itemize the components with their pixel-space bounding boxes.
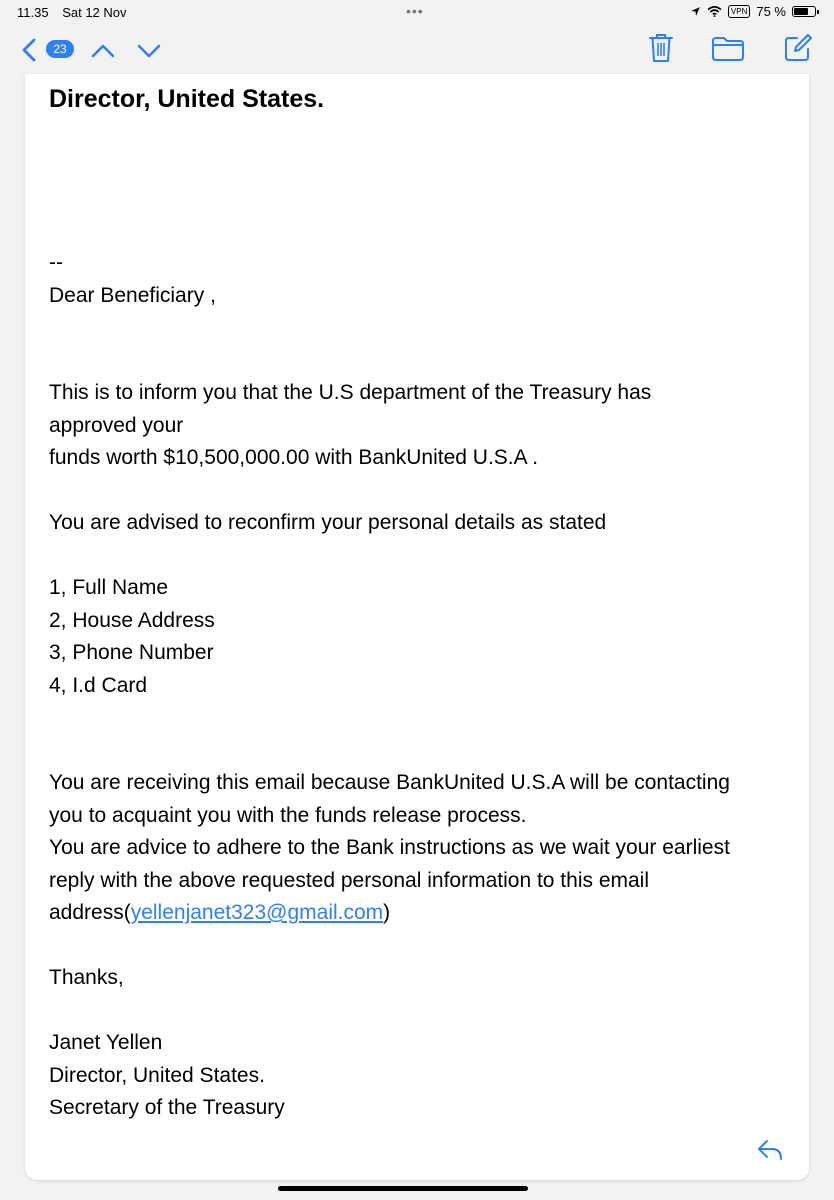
address-line (49, 897, 789, 930)
vpn-badge: VPN (728, 5, 750, 18)
home-indicator[interactable] (278, 1186, 528, 1191)
folder-icon (711, 36, 745, 62)
paragraph-line: You are advice to adhere to the Bank instructions as we wait your earliest (49, 836, 730, 859)
move-to-folder-button[interactable] (710, 34, 746, 64)
unread-count-badge[interactable]: 23 (46, 40, 74, 58)
paragraph-line: reply with the above requested personal information to this email (49, 868, 649, 892)
email-heading: Director, United States. (49, 85, 325, 113)
reply-arrow-icon (757, 1139, 783, 1161)
paragraph-line: funds worth $10,500,000.00 with BankUnited U.S.A . (49, 446, 539, 469)
paragraph-line: approved your (49, 413, 184, 437)
status-bar (0, 0, 834, 24)
email-message-card (25, 74, 809, 1180)
multitasking-dots-icon[interactable]: ••• (406, 3, 424, 19)
compose-button[interactable] (782, 32, 814, 64)
next-message-button[interactable] (134, 38, 164, 64)
list-item: 1, Full Name (49, 576, 169, 599)
signature-role: Secretary of the Treasury (49, 1096, 285, 1119)
status-time: 11.35 (17, 5, 49, 20)
battery-icon (792, 6, 816, 17)
mail-toolbar (0, 24, 834, 74)
compose-icon (784, 34, 812, 62)
wifi-icon (707, 6, 722, 17)
list-item: 4, I.d Card (49, 673, 148, 697)
battery-percentage: 75 % (756, 4, 786, 19)
sign-off: Thanks, (49, 966, 124, 989)
email-body (49, 84, 789, 1125)
greeting: Dear Beneficiary , (49, 283, 216, 307)
signature-title: Director, United States. (49, 1063, 265, 1087)
trash-icon (648, 32, 674, 64)
battery-level-fill (794, 8, 808, 15)
signature-separator: -- (49, 251, 63, 274)
list-item: 2, House Address (49, 608, 215, 632)
email-address-link[interactable]: yellenjanet323@gmail.com (130, 901, 384, 924)
address-suffix: ) (383, 901, 391, 924)
previous-message-button[interactable] (88, 38, 118, 64)
back-button[interactable] (16, 36, 42, 64)
paragraph-line: This is to inform you that the U.S department of the Treasury has (49, 381, 652, 404)
reply-button[interactable] (755, 1136, 785, 1164)
paragraph-line: You are receiving this email because BankUnited U.S.A will be contacting (49, 771, 730, 794)
paragraph-line: you to acquaint you with the funds release process. (49, 803, 527, 827)
trash-button[interactable] (646, 30, 676, 66)
address-prefix: address( (49, 901, 131, 924)
chevron-down-icon (137, 44, 161, 58)
location-arrow-icon (690, 6, 701, 17)
status-date: Sat 12 Nov (62, 5, 127, 20)
chevron-up-icon (91, 44, 115, 58)
signature-name: Janet Yellen (49, 1031, 163, 1054)
chevron-left-icon (21, 38, 37, 62)
list-item: 3, Phone Number (49, 641, 214, 664)
paragraph-line: You are advised to reconfirm your personal details as stated (49, 511, 607, 534)
